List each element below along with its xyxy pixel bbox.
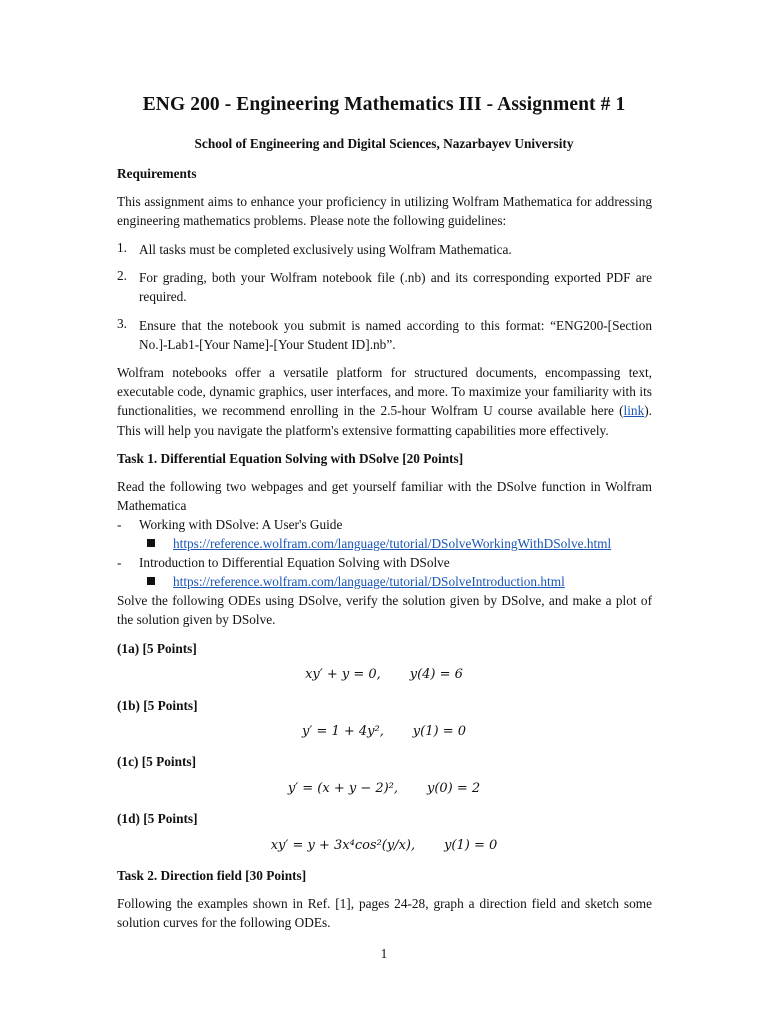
page-number: 1 — [380, 946, 388, 961]
dsolve-intro-link[interactable]: https://reference.wolfram.com/language/tutorial/DSolveIntroduction.html — [173, 574, 565, 589]
problem-1b-equation — [0, 724, 768, 739]
equation: y′ = (x + y − 2)², — [287, 781, 399, 796]
problem-1d-equation — [0, 838, 768, 853]
requirement-text: All tasks must be completed exclusively using Wolfram Mathematica. — [139, 242, 512, 257]
requirement-number: 3. — [117, 316, 127, 331]
equation: xy′ + y = 0, — [305, 667, 381, 682]
resource-title: Introduction to Differential Equation Solving with DSolve — [139, 555, 450, 570]
dash-bullet: - — [117, 517, 122, 532]
dsolve-guide-link[interactable]: https://reference.wolfram.com/language/tutorial/DSolveWorkingWithDSolve.html — [173, 536, 612, 551]
dash-bullet: - — [117, 555, 122, 570]
problem-1a-label: (1a) [5 Points] — [117, 641, 197, 656]
square-bullet-icon — [147, 577, 155, 585]
requirements-heading: Requirements — [117, 166, 197, 181]
problem-1a-equation — [0, 667, 768, 682]
resource-link-row-2 — [117, 572, 652, 591]
problem-1c-equation — [0, 781, 768, 796]
initial-condition: y(0) = 2 — [426, 781, 481, 796]
resource-item-2 — [117, 553, 652, 572]
page-title: ENG 200 - Engineering Mathematics III - Assignment # 1 — [142, 94, 626, 115]
problem-1d-label: (1d) [5 Points] — [117, 811, 198, 826]
resource-item-1 — [117, 515, 652, 534]
notebooks-text-before: Wolfram notebooks offer a versatile platform for structured documents, encompassing text, executable code, dynamic graphics, user interfaces, and more. To maximize your familiarity with its functionalities, we recommend enrolling in the 2.5-hour Wolfram U course available here ( — [117, 365, 652, 419]
requirement-text: For grading, both your Wolfram notebook file (.nb) and its corresponding exported PDF are required. — [139, 270, 652, 305]
equation: xy′ = y + 3x⁴cos²(y/x), — [270, 838, 416, 853]
initial-condition: y(4) = 6 — [409, 667, 463, 682]
page-subtitle: School of Engineering and Digital Sciences, Nazarbayev University — [194, 136, 574, 151]
task1-intro-line2: Mathematica — [117, 498, 187, 513]
requirements-intro — [117, 192, 652, 230]
task1-heading: Task 1. Differential Equation Solving with DSolve [20 Points] — [117, 451, 464, 466]
requirement-item-1 — [117, 240, 652, 260]
requirement-number: 1. — [117, 240, 127, 255]
requirements-intro-text: This assignment aims to enhance your proficiency in utilizing Wolfram Mathematica for addressing engineering mathematics problems. Please note the following guidelines: — [117, 194, 652, 229]
course-link[interactable]: link — [623, 403, 645, 419]
task2-intro — [117, 894, 652, 932]
requirement-text: Ensure that the notebook you submit is named according to this format: “ENG200-[Section No.]-Lab1-[Your Name]-[Your Student ID].nb”. — [139, 318, 652, 353]
equation: y′ = 1 + 4y², — [302, 724, 384, 739]
notebooks-text-after: ). This will help you navigate the platform's extensive formatting capabilities more effectively. — [117, 403, 652, 438]
task1-intro-line1: Read the following two webpages and get yourself familiar with the DSolve function in Wolfram — [117, 479, 652, 494]
problem-1c-label: (1c) [5 Points] — [117, 754, 197, 769]
task2-intro-text: Following the examples shown in Ref. [1], pages 24-28, graph a direction field and sketch some solution curves for the following ODEs. — [117, 896, 652, 931]
initial-condition: y(1) = 0 — [412, 724, 466, 739]
square-bullet-icon — [147, 539, 155, 547]
requirement-number: 2. — [117, 268, 127, 283]
resource-title: Working with DSolve: A User's Guide — [139, 517, 343, 532]
problem-1b-label: (1b) [5 Points] — [117, 698, 198, 713]
task1-instruction-text: Solve the following ODEs using DSolve, verify the solution given by DSolve, and make a plot of the solution given by DSolve. — [117, 593, 652, 628]
task2-heading: Task 2. Direction field [30 Points] — [117, 868, 307, 883]
resource-link-row-1 — [117, 534, 652, 553]
requirement-item-2 — [117, 268, 652, 308]
notebooks-paragraph — [117, 363, 652, 440]
initial-condition: y(1) = 0 — [444, 838, 498, 853]
task1-instruction — [117, 591, 652, 629]
requirement-item-3 — [117, 316, 652, 356]
